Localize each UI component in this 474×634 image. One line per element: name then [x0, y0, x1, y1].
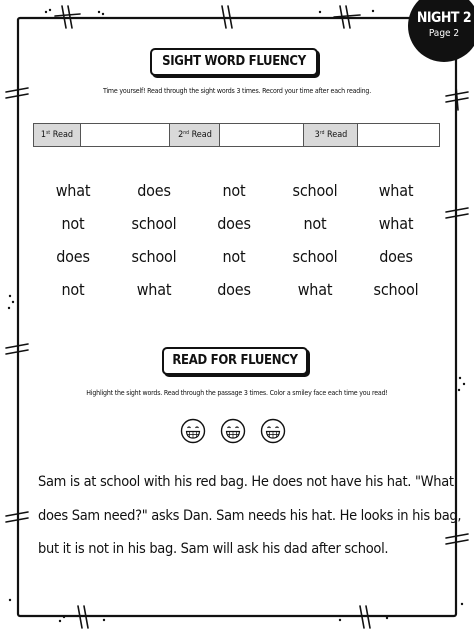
badge-subtitle: Page 2 [428, 28, 460, 39]
badge-title: NIGHT 2 [416, 10, 472, 26]
fluency-instructions: Highlight the sight words. Read through the passage 3 times. Color a smiley face each time you read! [86, 389, 388, 397]
sight-word: not [222, 181, 246, 200]
sight-word: not [303, 214, 327, 233]
passage-line: does Sam need?" asks Dan. Sam needs his hat. He looks in his bag, [38, 508, 462, 524]
read-label-1: 1st Read [34, 124, 80, 146]
sight-word: school [292, 181, 338, 200]
sight-word: does [379, 247, 413, 266]
smiley-face-icon[interactable] [180, 418, 206, 444]
reading-time-bar [33, 123, 440, 147]
sight-instructions: Time yourself! Read through the sight words 3 times. Record your time after each reading. [102, 87, 372, 95]
read-time-3-field[interactable] [357, 124, 440, 146]
sight-word: not [61, 280, 85, 299]
read-time-2-field[interactable] [219, 124, 304, 146]
read-time-1-field[interactable] [80, 124, 170, 146]
passage-line: Sam is at school with his red bag. He does not have his hat. "What [38, 474, 454, 490]
sight-word: what [297, 280, 333, 299]
sight-word: what [136, 280, 172, 299]
sight-word: school [131, 247, 177, 266]
sight-word-heading: SIGHT WORD FLUENCY [150, 48, 318, 76]
sight-word: does [217, 280, 251, 299]
read-fluency-heading: READ FOR FLUENCY [162, 347, 308, 375]
sight-word: does [137, 181, 171, 200]
read-label-3: 3rd Read [303, 124, 358, 146]
sight-word: school [131, 214, 177, 233]
read-label-2: 2nd Read [169, 124, 220, 146]
sight-word: school [373, 280, 419, 299]
sight-word: not [222, 247, 246, 266]
smiley-face-icon[interactable] [260, 418, 286, 444]
sight-word: does [56, 247, 90, 266]
sight-word: what [55, 181, 91, 200]
sight-word: what [378, 181, 414, 200]
sight-word: school [292, 247, 338, 266]
smiley-face-icon[interactable] [220, 418, 246, 444]
sight-word: does [217, 214, 251, 233]
sight-word: what [378, 214, 414, 233]
passage-line: but it is not in his bag. Sam will ask his dad after school. [38, 541, 389, 557]
sight-word: not [61, 214, 85, 233]
